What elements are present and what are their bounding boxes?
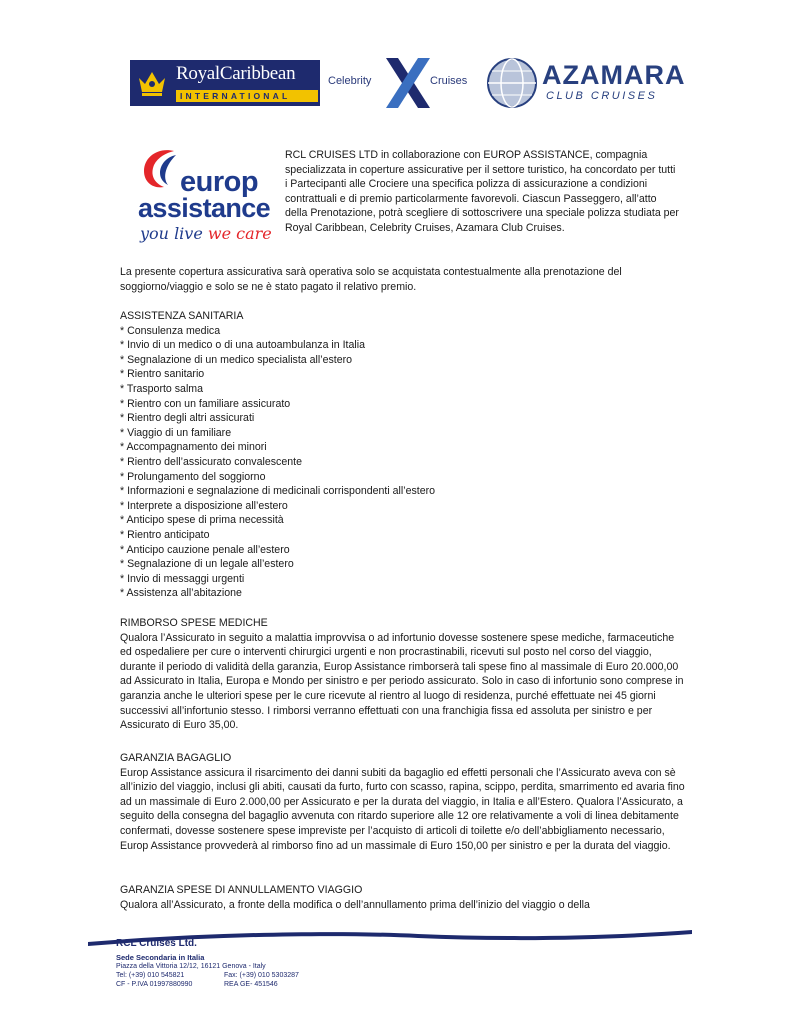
brand-logos bbox=[130, 56, 690, 110]
list-item: * Viaggio di un familiare bbox=[120, 426, 232, 439]
section-garanzia-bagaglio bbox=[120, 751, 688, 853]
globe-icon bbox=[486, 56, 538, 110]
footer-fax: Fax: (+39) 010 5303287 bbox=[224, 972, 299, 979]
section-title: GARANZIA SPESE DI ANNULLAMENTO VIAGGIO bbox=[120, 884, 363, 896]
footer-tel: Tel: (+39) 010 545821 bbox=[116, 972, 185, 979]
footer-sede: Sede Secondaria in Italia bbox=[116, 953, 205, 962]
section-body: Qualora l’Assicurato in seguito a malattia improvvisa o ad infortunio dovesse sostenere spese mediche, farmaceutiche ed ospedaliere per cure o interventi chirurgici urgenti e non procrastinabili, ricevuti sul posto nel corso del viaggio, durante il periodo di validità della garanzia, Europ Assistance rimborserà tali spese fino al massimale di Euro 20.000,00 ad Assicurato in Italia, Europa e Mondo per sinistro e per periodo assicurato. Solo in caso di infortunio sono comprese in garanzia anche le ulteriori spese per le cure ricevute al rientro al luogo di residenza, purché effettuate nei 45 giorni successivi all’infortunio stesso. I rimborsi verranno effettuati con una franchigia fissa ed assoluta per sinistro e per Assicurato di Euro 35,00. bbox=[120, 631, 684, 732]
ea-swirl-icon bbox=[140, 145, 180, 191]
section-title: GARANZIA BAGAGLIO bbox=[120, 752, 232, 764]
royal-caribbean-name: RoyalCaribbean bbox=[176, 63, 296, 84]
crown-anchor-icon bbox=[133, 64, 171, 102]
list-item: * Anticipo cauzione penale all’estero bbox=[120, 543, 290, 556]
list-item: * Trasporto salma bbox=[120, 382, 204, 395]
list-item: * Assistenza all’abitazione bbox=[120, 587, 242, 600]
section-garanzia-annullamento bbox=[120, 883, 688, 912]
list-item: * Segnalazione di un medico specialista all’estero bbox=[120, 353, 353, 366]
footer bbox=[116, 938, 416, 989]
list-item: * Rientro sanitario bbox=[120, 368, 205, 381]
ea-assistance-text: assistance bbox=[138, 193, 271, 223]
footer-address: Piazza della Vittoria 12/12, 16121 Genova - Italy bbox=[116, 963, 266, 970]
section-body: Qualora all’Assicurato, a fronte della modifica o dell’annullamento prima dell’inizio del viaggio o della bbox=[120, 898, 590, 911]
section-title: RIMBORSO SPESE MEDICHE bbox=[120, 617, 268, 629]
list-item: * Rientro degli altri assicurati bbox=[120, 412, 255, 425]
azamara-sub: CLUB CRUISES bbox=[546, 90, 658, 102]
royal-caribbean-logo bbox=[130, 60, 320, 106]
ea-tagline bbox=[140, 225, 272, 243]
celebrity-cruises-logo bbox=[326, 56, 474, 110]
footer-contact-row bbox=[116, 971, 416, 980]
azamara-name: AZAMARA bbox=[542, 60, 686, 90]
europ-assistance-logo bbox=[136, 143, 272, 247]
section-body: Europ Assistance assicura il risarcimento dei danni subiti da bagaglio ed effetti personali che l’Assicurato aveva con sè all’inizio del viaggio, inclusi gli abiti, causati da furto, furto con scasso, rapina, scippo, perdita, smarrimento ed avaria fino ad un massimale di Euro 2.000,00 per Assicurato e per la durata del viaggio, in Italia e all’Estero. Qualora l’Assicurato, a seguito della consegna del bagaglio avvenuta con ritardo superiore alle 12 ore relativamente a voli di linea debitamente confermati, dovesse sostenere spese impreviste per l’acquisto di articoli di toilette e/o dell’abbigliamento necessario, Europ Assistance provvederà al rimborso fino ad un massimale di Euro 150,00 per sinistro e per la durata del viaggio. bbox=[120, 766, 685, 852]
list-item: * Accompagnamento dei minori bbox=[120, 441, 267, 454]
list-item: * Consulenza medica bbox=[120, 324, 221, 337]
azamara-logo bbox=[486, 56, 690, 110]
list-item: * Interprete a disposizione all’estero bbox=[120, 499, 288, 512]
ea-tagline-you-live: you live bbox=[140, 224, 208, 243]
list-item: * Anticipo spese di prima necessità bbox=[120, 514, 284, 527]
ea-tagline-we-care: we care bbox=[207, 224, 272, 243]
list-item: * Invio di un medico o di una autoambulanza in Italia bbox=[120, 339, 365, 352]
list-item: * Informazioni e segnalazione di medicinali corrispondenti all’estero bbox=[120, 485, 436, 498]
section-assistenza-sanitaria bbox=[120, 309, 688, 601]
footer-rea: REA GE- 451546 bbox=[224, 981, 278, 988]
footer-registry-row bbox=[116, 980, 416, 989]
list-item: * Segnalazione di un legale all’estero bbox=[120, 558, 294, 571]
ea-europ-text: europ bbox=[180, 166, 259, 198]
coverage-note: La presente copertura assicurativa sarà operativa solo se acquistata contestualmente alla prenotazione del soggiorno/viaggio e solo se ne è stato pagato il relativo premio. bbox=[120, 266, 622, 293]
footer-company: RCL Cruises Ltd. bbox=[116, 938, 197, 949]
footer-cf: CF - P.IVA 01997880990 bbox=[116, 981, 193, 988]
list-item: * Rientro dell’assicurato convalescente bbox=[120, 455, 302, 468]
list-item: * Invio di messaggi urgenti bbox=[120, 572, 245, 585]
cruises-text: Cruises bbox=[430, 75, 468, 87]
royal-caribbean-sub: INTERNATIONAL bbox=[180, 91, 291, 101]
celebrity-text: Celebrity bbox=[328, 75, 372, 87]
list-item: * Rientro con un familiare assicurato bbox=[120, 397, 291, 410]
section-rimborso-spese-mediche bbox=[120, 616, 688, 733]
intro-paragraph: RCL CRUISES LTD in collaborazione con EUROP ASSISTANCE, compagnia specializzata in coperture assicurative per il settore turistico, ha concordato per tutti i Partecipanti alle Crociere una specifica polizza di assicurazione a condizioni contrattuali e di premio particolarmente favorevoli. Ciascun Passeggero, all’atto della Prenotazione, potrà scegliere di sottoscrivere una speciale polizza studiata per Royal Caribbean, Celebrity Cruises, Azamara Club Cruises. bbox=[285, 149, 679, 234]
list-item: * Prolungamento del soggiorno bbox=[120, 470, 266, 483]
list-item: * Rientro anticipato bbox=[120, 528, 210, 541]
section-title: ASSISTENZA SANITARIA bbox=[120, 310, 244, 322]
